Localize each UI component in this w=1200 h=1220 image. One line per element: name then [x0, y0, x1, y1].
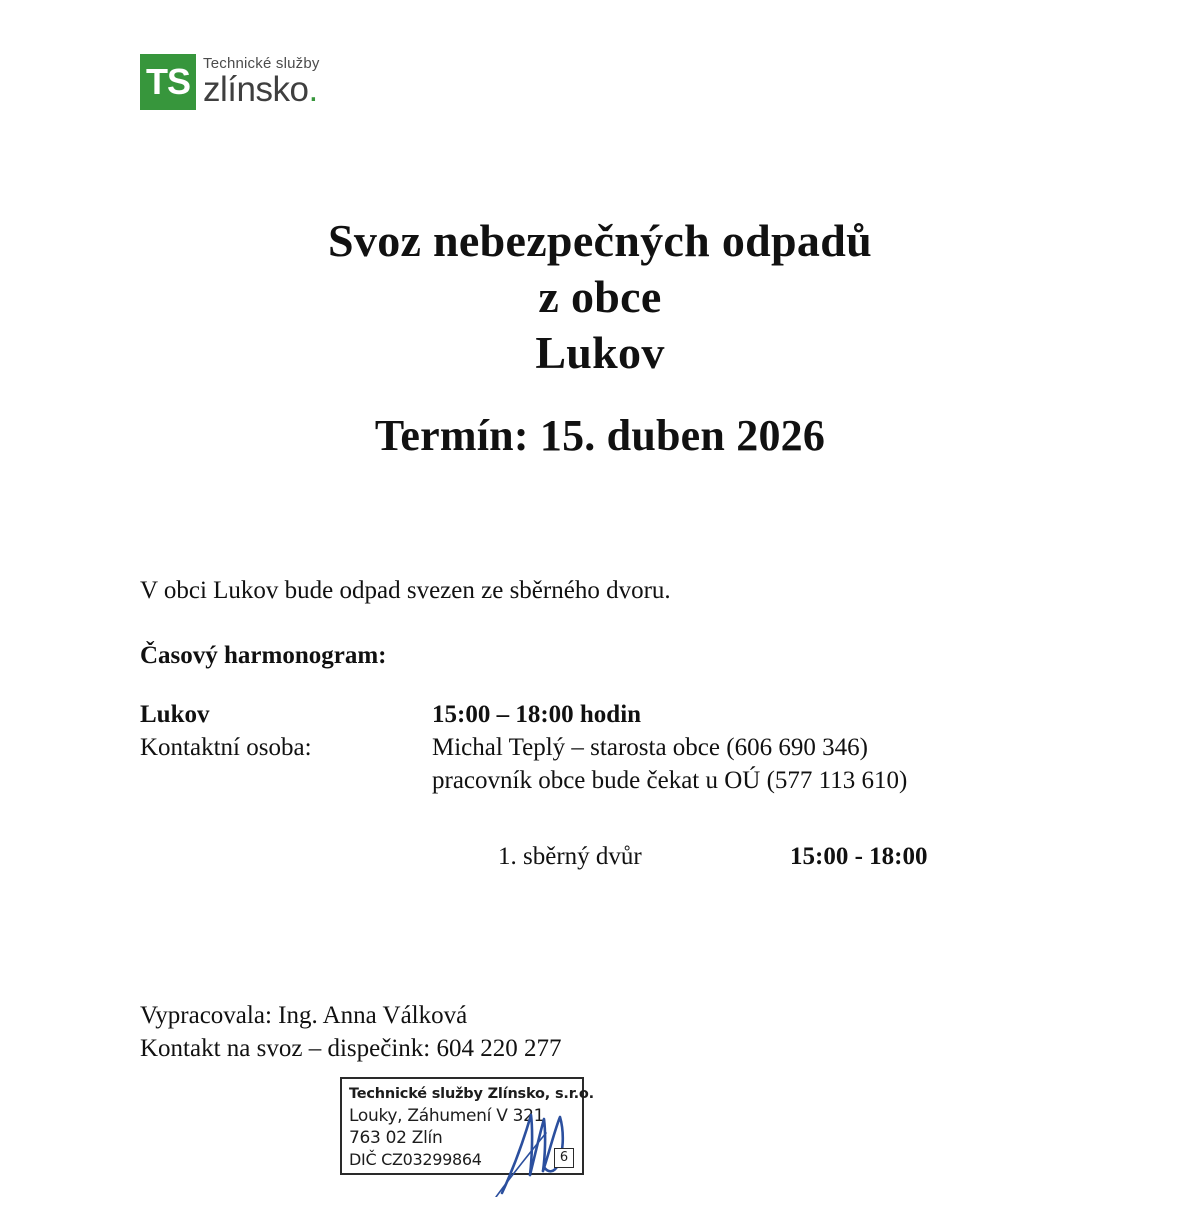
logo-main-word: zlínsko: [203, 70, 309, 109]
prepared-by-line: Vypracovala: Ing. Anna Válková: [140, 1002, 468, 1029]
schedule-row-0-label: Lukov: [140, 701, 210, 728]
logo-wordmark: [203, 54, 320, 108]
table-row: [140, 698, 1040, 731]
collection-point-time: 15:00 - 18:00: [790, 843, 928, 870]
schedule-row-0-value: 15:00 – 18:00 hodin: [432, 701, 642, 728]
stamp-box-number: 6: [554, 1148, 574, 1168]
company-logo: [140, 54, 320, 116]
logo-dot: .: [308, 70, 318, 109]
collection-point-row: [0, 840, 1200, 873]
collection-date: Termín: 15. duben 2026: [374, 411, 826, 460]
schedule-heading: Časový harmonogram:: [140, 642, 387, 669]
title-line-3: Lukov: [535, 326, 665, 378]
table-row: [140, 764, 1040, 797]
table-row: [140, 731, 1040, 764]
logo-mark-text: TS: [145, 60, 190, 102]
stamp-company-name: Technické služby Zlínsko, s.r.o.: [349, 1086, 594, 1102]
stamp-address: Louky, Záhumení V 321: [349, 1106, 545, 1126]
stamp-city: 763 02 Zlín: [349, 1128, 443, 1148]
footer-block: [140, 999, 561, 1065]
intro-paragraph: V obci Lukov bude odpad svezen ze sběrného dvoru.: [140, 577, 671, 604]
title-line-1: Svoz nebezpečných odpadů: [328, 214, 872, 266]
schedule-row-1-value: Michal Teplý – starosta obce (606 690 346): [432, 734, 868, 761]
logo-main-text: [203, 71, 320, 108]
stamp-vat-number: DIČ CZ03299864: [349, 1150, 482, 1169]
logo-subtitle: Technické služby: [203, 55, 320, 72]
page-title: [0, 213, 1200, 381]
company-stamp: [340, 1077, 594, 1175]
collection-point-label: 1. sběrný dvůr: [498, 843, 642, 870]
title-line-2: z obce: [538, 270, 662, 322]
logo-mark-icon: [140, 54, 196, 110]
schedule-row-1-label: Kontaktní osoba:: [140, 734, 312, 761]
dispatch-contact-line: Kontakt na svoz – dispečink: 604 220 277: [140, 1035, 562, 1062]
schedule-table: [140, 698, 1040, 797]
schedule-row-2-value: pracovník obce bude čekat u OÚ (577 113 610): [432, 767, 908, 794]
